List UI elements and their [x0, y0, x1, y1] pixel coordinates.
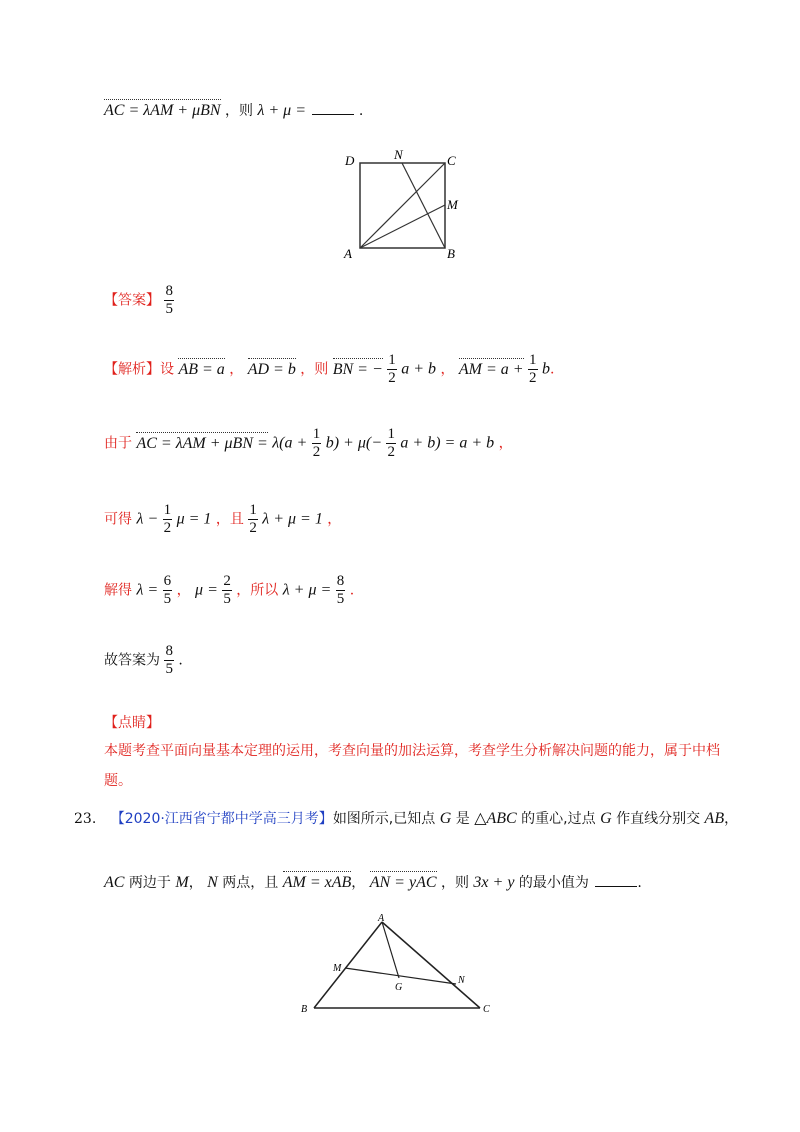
problem-text-10: ，则 [440, 875, 469, 891]
line-am [360, 205, 445, 248]
sum-fraction [336, 573, 346, 608]
gives-prefix: 可得 [104, 511, 132, 528]
label-b2: B [301, 1004, 308, 1015]
problem-text-6: 两边于 [128, 875, 171, 891]
problem-text-2: 是 [455, 811, 470, 827]
comma-3: ， [351, 875, 366, 891]
numerator: 2 [223, 573, 231, 589]
point-n: N [207, 874, 218, 891]
question-expression: λ + μ = [257, 102, 307, 119]
then-text: ，则 [225, 103, 253, 119]
numerator: 1 [163, 502, 172, 518]
sum-eq: λ + μ = [282, 581, 332, 599]
numerator: 8 [165, 283, 173, 299]
solve-line: 解得 λ = $\frac{6}{5}$ ， μ = $\frac{2}{5}$ ，所以 λ + μ = $\frac{8}{5}$ . [104, 573, 355, 607]
half-fraction-2 [528, 352, 538, 387]
ab-equation: AB = a [178, 360, 225, 378]
label-b: B [447, 246, 455, 261]
denominator: 5 [163, 591, 172, 607]
problem-text-8: 两点，且 [222, 875, 279, 891]
numerator: 1 [529, 352, 537, 368]
triangle-abc: △ABC [474, 810, 517, 827]
label-a2: A [378, 913, 385, 924]
label-n2: N [458, 975, 465, 986]
half-fraction-4 [386, 426, 396, 461]
period: . [358, 103, 364, 119]
numerator: 6 [163, 573, 172, 589]
numerator: 1 [387, 426, 395, 442]
numerator: 1 [312, 426, 321, 442]
line-bn [402, 163, 445, 248]
gives-line [104, 502, 341, 537]
denominator: 5 [223, 591, 231, 607]
an-eq: AN = yAC [369, 874, 437, 891]
answer-blank [312, 114, 354, 115]
final-end: . [178, 652, 183, 669]
denominator: 2 [312, 444, 321, 460]
bn-equation-lhs: BN = − [332, 360, 383, 378]
answer-label: 【答案】 [104, 292, 160, 309]
mu-fraction [222, 573, 232, 608]
denominator: 2 [387, 444, 395, 460]
since-prefix: 由于 [104, 435, 132, 452]
since-part1b: b) + μ(− [325, 434, 382, 452]
answer-line [104, 283, 174, 318]
half-fraction-6 [248, 502, 258, 537]
then-word: ，则 [300, 361, 329, 378]
side-ac-line [382, 922, 480, 1008]
square-figure [335, 145, 470, 265]
question-line [104, 100, 363, 120]
numerator: 1 [388, 352, 396, 368]
label-d: D [345, 153, 355, 168]
eq2-part-b: λ + μ = 1 [262, 510, 323, 528]
label-c2: C [483, 1004, 490, 1015]
denominator: 2 [163, 520, 172, 536]
eq1-part-b: μ = 1 [176, 510, 212, 528]
since-line [104, 426, 513, 461]
denominator: 5 [336, 591, 345, 607]
side-ab: AB [704, 810, 725, 827]
label-n: N [394, 147, 403, 162]
denominator: 5 [165, 661, 173, 677]
final-answer-line [104, 643, 183, 678]
answer-blank-2 [595, 886, 637, 887]
problem-text-4: 作直线分别交 [616, 811, 701, 827]
comment-text-2: 题。 [104, 773, 132, 789]
point-g: G [439, 810, 452, 827]
so-word: ，所以 [236, 582, 279, 599]
since-part1a: λ(a + [272, 434, 308, 452]
ad-equation: AD = b [247, 360, 296, 378]
label-g2: G [395, 982, 403, 993]
lambda-eq: λ = [136, 581, 159, 599]
problem-number: 23. [74, 811, 97, 827]
eq1-part-a: λ − [136, 510, 159, 528]
vector-equation: AC = λAM + μBN [104, 102, 221, 119]
label-m2: M [333, 963, 342, 974]
denominator: 2 [529, 370, 537, 386]
and-word: ，且 [215, 511, 244, 528]
am-equation-rhs: b [542, 360, 550, 378]
numerator: 8 [165, 643, 173, 659]
denominator: 5 [165, 301, 173, 317]
numerator: 1 [249, 502, 257, 518]
solve-prefix: 解得 [104, 582, 132, 599]
problem-23-line-2 [104, 872, 642, 892]
point-g-2: G [600, 810, 612, 827]
comment-text-1: 本题考查平面向量基本定理的运用，考查向量的加法运算，考查学生分析解决问题的能力，属于中档 [104, 743, 720, 759]
label-c: C [447, 153, 456, 168]
set-word: 设 [160, 361, 174, 378]
mu-eq: μ = [195, 581, 218, 599]
lambda-fraction [163, 573, 173, 608]
problem-source: 【2020·江西省宁都中学高三月考】 [110, 811, 333, 827]
half-fraction-5 [163, 502, 173, 537]
am-equation-lhs: AM = a + [458, 360, 524, 378]
side-ac: AC [104, 874, 125, 891]
half-fraction-3 [312, 426, 322, 461]
line-ac [360, 163, 445, 248]
since-part1c: a + b) = a + b [400, 434, 495, 452]
since-end: ， [498, 435, 513, 452]
analysis-line: 【解析】设 AB = a ， AD = b ，则 BN = − $\frac{1}{2}$ a + b ， AM = a + $\frac{1}{2}$ b. [104, 352, 555, 386]
comment-label: 【点睛】 [104, 715, 160, 731]
denominator: 2 [249, 520, 257, 536]
problem-text-1: 如图所示,已知点 [332, 811, 436, 827]
since-lhs: AC = λAM + μBN = [136, 434, 268, 452]
denominator: 2 [388, 370, 396, 386]
analysis-label: 【解析】 [104, 361, 160, 378]
label-a: A [344, 246, 352, 261]
problem-text-11: 的最小值为 [518, 875, 589, 891]
point-m: M [175, 874, 189, 891]
period-2: . [637, 875, 642, 891]
final-fraction [164, 643, 174, 678]
label-m: M [447, 197, 458, 212]
am-eq: AM = xAB [282, 874, 352, 891]
final-prefix: 故答案为 [104, 652, 160, 669]
problem-23-line-1 [74, 808, 738, 828]
triangle-figure [292, 910, 502, 1020]
bn-equation-rhs: a + b [401, 360, 436, 378]
comma-2: ， [188, 875, 203, 891]
problem-text-3: 的重心,过点 [521, 811, 596, 827]
gives-end: ， [327, 511, 342, 528]
answer-fraction [164, 283, 174, 318]
half-fraction [387, 352, 397, 387]
solve-end: . [349, 582, 355, 599]
numerator: 8 [336, 573, 345, 589]
side-ab-line [314, 922, 382, 1008]
target-expression: 3x + y [473, 874, 515, 891]
comma: ， [724, 811, 739, 827]
